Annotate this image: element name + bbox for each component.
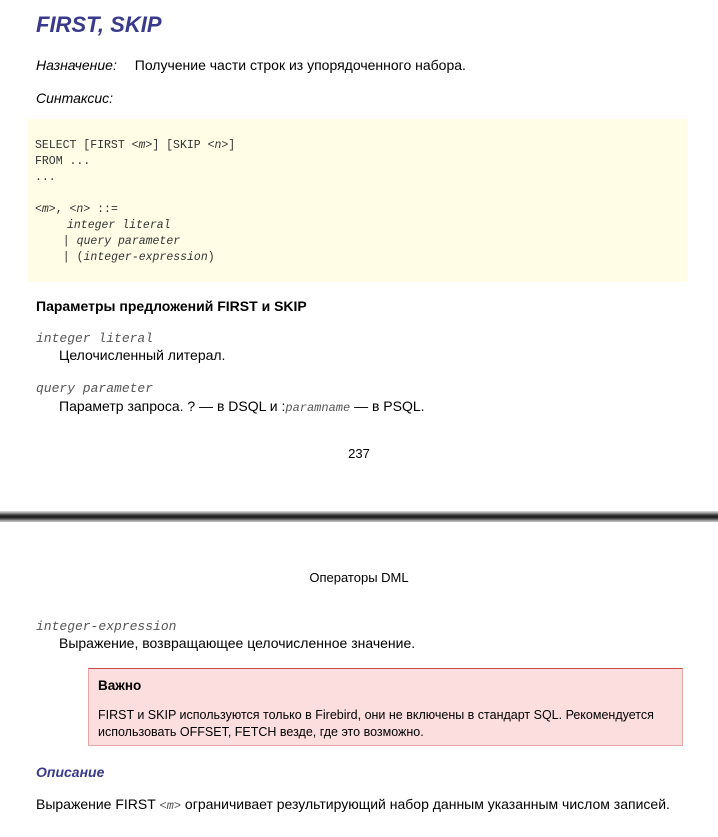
code-line: integer literal: [67, 219, 171, 232]
section-title: FIRST, SKIP: [36, 12, 162, 37]
page-header: Операторы DML: [309, 570, 409, 585]
code-line: FROM ...: [35, 155, 91, 168]
page-separator: [0, 511, 718, 522]
params-heading: Параметры предложений FIRST и SKIP: [36, 298, 307, 314]
important-text: FIRST и SKIP используются только в Firebird, они не включены в стандарт SQL. Рекомендуется использовать OFFSET, FETCH везде, где это возможно.: [98, 708, 654, 739]
code-line: SELECT [FIRST <m>] [SKIP <n>]: [35, 139, 236, 152]
param-definition: Параметр запроса. ? — в DSQL и :paramname — в PSQL.: [59, 398, 425, 415]
syntax-code-block: [28, 119, 687, 282]
param-term: query parameter: [36, 381, 154, 396]
param-term: integer literal: [36, 331, 154, 346]
code-line: ...: [35, 171, 56, 184]
syntax-label: Синтаксис:: [36, 90, 114, 106]
param-term: integer-expression: [36, 619, 177, 634]
code-line: <m>, <n> ::=: [35, 203, 118, 216]
description-text: Выражение FIRST <m> ограничивает результирующий набор данным указанным числом записей.: [36, 796, 670, 813]
description-heading: Описание: [36, 764, 105, 780]
purpose-line: [36, 57, 466, 73]
important-note: [88, 668, 683, 746]
param-definition: Целочисленный литерал.: [59, 347, 226, 363]
important-heading: Важно: [98, 678, 142, 693]
purpose-text: Получение части строк из упорядоченного набора.: [134, 57, 466, 73]
code-line: | query parameter: [49, 235, 181, 248]
purpose-label: Назначение:: [36, 57, 117, 73]
param-definition: Выражение, возвращающее целочисленное значение.: [59, 635, 416, 651]
page-number: 237: [348, 446, 370, 461]
code-line: | (integer-expression): [49, 251, 215, 264]
